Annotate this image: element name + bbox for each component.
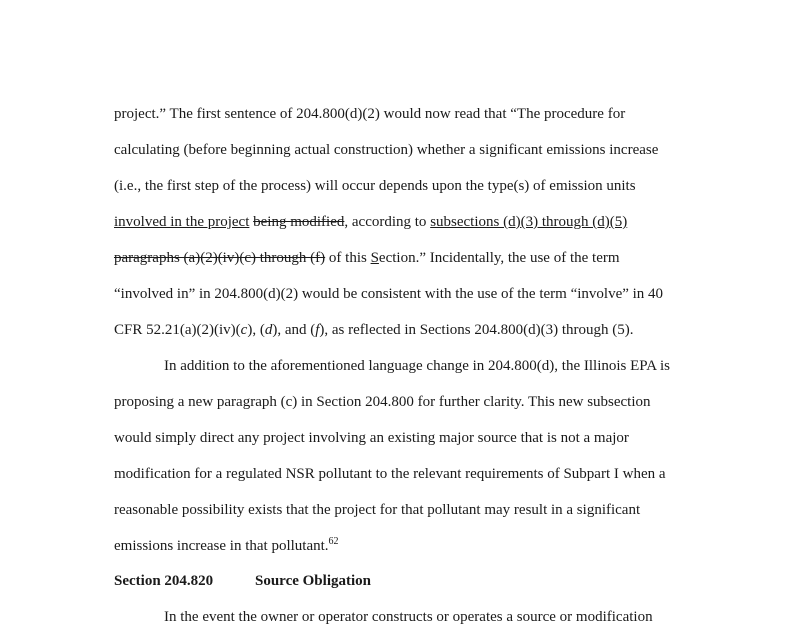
text-segment: ), ( xyxy=(247,322,265,338)
text-line xyxy=(114,321,633,339)
final-paragraph-line: In the event the owner or operator constructs or operates a source or modification xyxy=(164,609,653,625)
text-line xyxy=(114,141,658,159)
text-line xyxy=(114,465,666,483)
inserted-text: involved in the project xyxy=(114,214,250,230)
text-segment: calculating (before beginning actual construction) whether a significant emissions increase xyxy=(114,142,659,158)
text-line xyxy=(114,429,629,447)
deleted-text: paragraphs (a)(2)(iv)(c) through (f) xyxy=(114,250,326,266)
text-segment: (i.e., the first step of the process) will occur depends upon the type(s) of emission units xyxy=(114,178,636,194)
text-segment: f xyxy=(315,322,320,338)
footnote-ref: 62 xyxy=(328,536,339,547)
text-line xyxy=(114,249,620,267)
text-line xyxy=(114,393,651,411)
text-line xyxy=(114,213,627,231)
text-segment: project.” The first sentence of 204.800(d)(2) would now read that “The procedure for xyxy=(114,106,626,122)
text-segment: ), as reflected in Sections 204.800(d)(3) through (5). xyxy=(319,322,634,338)
text-segment: d xyxy=(264,322,273,338)
text-line xyxy=(164,357,670,375)
text-line xyxy=(114,105,625,123)
text-segment: ), and ( xyxy=(272,322,316,338)
text-segment: In addition to the aforementioned language change in 204.800(d), the Illinois EPA is xyxy=(164,358,671,374)
text-line xyxy=(114,537,339,555)
inserted-text: subsections (d)(3) through (d)(5) xyxy=(430,214,628,230)
text-segment: reasonable possibility exists that the project for that pollutant may result in a significant xyxy=(114,502,641,518)
text-segment: emissions increase in that pollutant. xyxy=(114,538,329,554)
section-title: Source Obligation xyxy=(255,573,371,589)
text-segment: ection.” Incidentally, the use of the term xyxy=(378,250,620,266)
text-segment: modification for a regulated NSR pollutant to the relevant requirements of Subpart I when a xyxy=(114,466,666,482)
deleted-text: being modified xyxy=(253,214,345,230)
text-segment: of this xyxy=(325,250,371,266)
text-segment: “involved in” in 204.800(d)(2) would be consistent with the use of the term “involve” in 40 xyxy=(114,286,664,302)
text-line xyxy=(114,501,640,519)
text-segment: proposing a new paragraph (c) in Section 204.800 for further clarity. This new subsection xyxy=(114,394,651,410)
section-number: Section 204.820 xyxy=(114,573,214,589)
text-segment: c xyxy=(240,322,248,338)
text-line xyxy=(114,177,636,195)
text-line xyxy=(114,285,663,303)
section-heading xyxy=(114,572,371,590)
text-segment: , according to xyxy=(344,214,431,230)
text-segment: CFR 52.21(a)(2)(iv)( xyxy=(114,322,241,338)
inserted-text: S xyxy=(370,250,379,266)
text-segment: would simply direct any project involving an existing major source that is not a major xyxy=(114,430,629,446)
